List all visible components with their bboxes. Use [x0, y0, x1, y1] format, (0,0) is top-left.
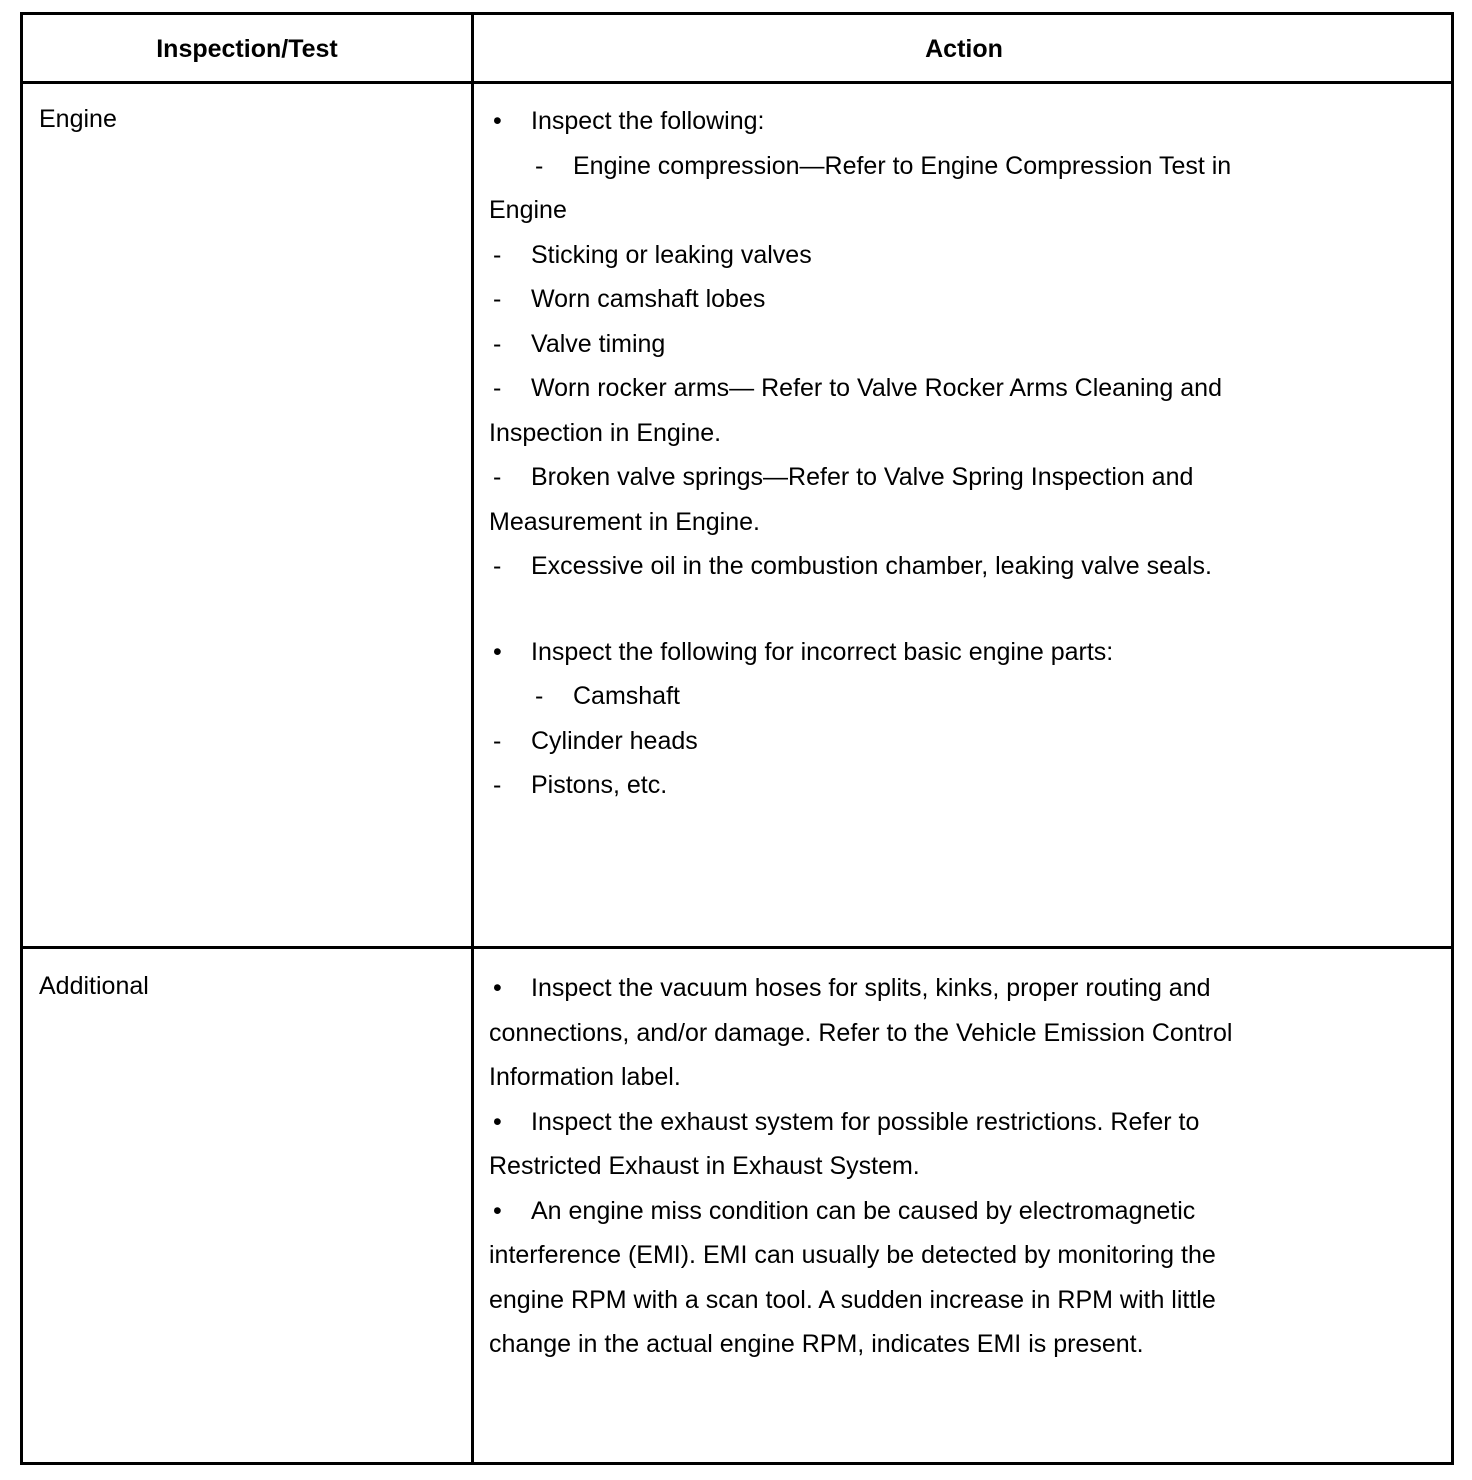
header-inspection-test: Inspection/Test: [156, 34, 338, 63]
action-cell-additional: [489, 966, 1232, 1367]
list-item-text: connections, and/or damage. Refer to the Vehicle Emission Control: [489, 1018, 1233, 1047]
list-item: [489, 188, 1231, 233]
list-item: [489, 1233, 1232, 1278]
dash-marker: -: [493, 285, 502, 313]
list-item-text: change in the actual engine RPM, indicates EMI is present.: [489, 1330, 1144, 1358]
list-item-text: Inspect the following for incorrect basic engine parts:: [531, 637, 1114, 666]
bullet-marker: •: [493, 107, 502, 135]
list-item: [489, 366, 1231, 411]
list-item-text: Inspect the exhaust system for possible restrictions. Refer to: [531, 1107, 1200, 1136]
list-item-text: Worn rocker arms— Refer to Valve Rocker Arms Cleaning and: [531, 374, 1222, 402]
list-item: [489, 966, 1232, 1011]
column-divider: [471, 15, 474, 1462]
dash-marker: -: [493, 374, 502, 402]
list-item-text: Measurement in Engine.: [489, 507, 760, 536]
list-item: [489, 1011, 1232, 1056]
list-item: [489, 500, 1231, 545]
list-item: [489, 1100, 1232, 1145]
list-item-text: Inspect the following:: [531, 107, 765, 135]
list-item: [489, 99, 1231, 144]
list-item: [489, 277, 1231, 322]
list-item: [489, 144, 1231, 189]
list-item-text: Camshaft: [573, 682, 680, 710]
list-item: [489, 544, 1231, 589]
bullet-marker: •: [493, 1196, 502, 1225]
action-cell-engine: [489, 99, 1231, 808]
dash-marker: -: [493, 240, 502, 269]
bullet-marker: •: [493, 974, 502, 1002]
list-item-text: Restricted Exhaust in Exhaust System.: [489, 1152, 920, 1180]
dash-marker: -: [535, 151, 544, 180]
list-item: [489, 1144, 1232, 1189]
list-item-text: Broken valve springs—Refer to Valve Spring Inspection and: [531, 463, 1194, 491]
list-item: [489, 411, 1231, 456]
dash-marker: -: [493, 463, 502, 491]
list-item-text: Pistons, etc.: [531, 771, 668, 799]
dash-marker: -: [493, 329, 502, 358]
list-item-text: Valve timing: [531, 329, 666, 358]
spacer: [489, 589, 1231, 630]
list-item: [489, 719, 1231, 764]
dash-marker: -: [493, 726, 502, 755]
list-item: [489, 322, 1231, 367]
bullet-marker: •: [493, 637, 502, 666]
list-item-text: engine RPM with a scan tool. A sudden increase in RPM with little: [489, 1285, 1216, 1314]
bullet-marker: •: [493, 1107, 502, 1136]
list-item: [489, 1055, 1232, 1100]
list-item-text: Cylinder heads: [531, 726, 698, 755]
list-item-text: An engine miss condition can be caused by electromagnetic: [531, 1196, 1196, 1225]
list-item-text: Excessive oil in the combustion chamber, leaking valve seals.: [531, 552, 1212, 580]
list-item-text: Worn camshaft lobes: [531, 285, 766, 313]
inspection-table: [20, 12, 1454, 1465]
dash-marker: -: [493, 552, 502, 580]
list-item: [489, 1278, 1232, 1323]
list-item-text: Sticking or leaking valves: [531, 240, 812, 269]
dash-marker: -: [535, 682, 544, 710]
row-label-additional: Additional: [39, 972, 149, 1000]
list-item: [489, 1322, 1232, 1367]
row-divider: [23, 946, 1451, 949]
list-item-text: Information label.: [489, 1063, 681, 1091]
list-item: [489, 674, 1231, 719]
row-label-engine: Engine: [39, 105, 117, 133]
list-item: [489, 1189, 1232, 1234]
list-item: [489, 455, 1231, 500]
list-item: [489, 630, 1231, 675]
list-item-text: Inspect the vacuum hoses for splits, kinks, proper routing and: [531, 974, 1211, 1002]
dash-marker: -: [493, 771, 502, 799]
list-item: [489, 763, 1231, 808]
list-item-text: interference (EMI). EMI can usually be detected by monitoring the: [489, 1241, 1216, 1269]
list-item-text: Inspection in Engine.: [489, 418, 722, 447]
list-item: [489, 233, 1231, 278]
header-action: Action: [925, 34, 1003, 63]
list-item-text: Engine: [489, 196, 567, 224]
list-item-text: Engine compression—Refer to Engine Compression Test in: [573, 151, 1232, 180]
